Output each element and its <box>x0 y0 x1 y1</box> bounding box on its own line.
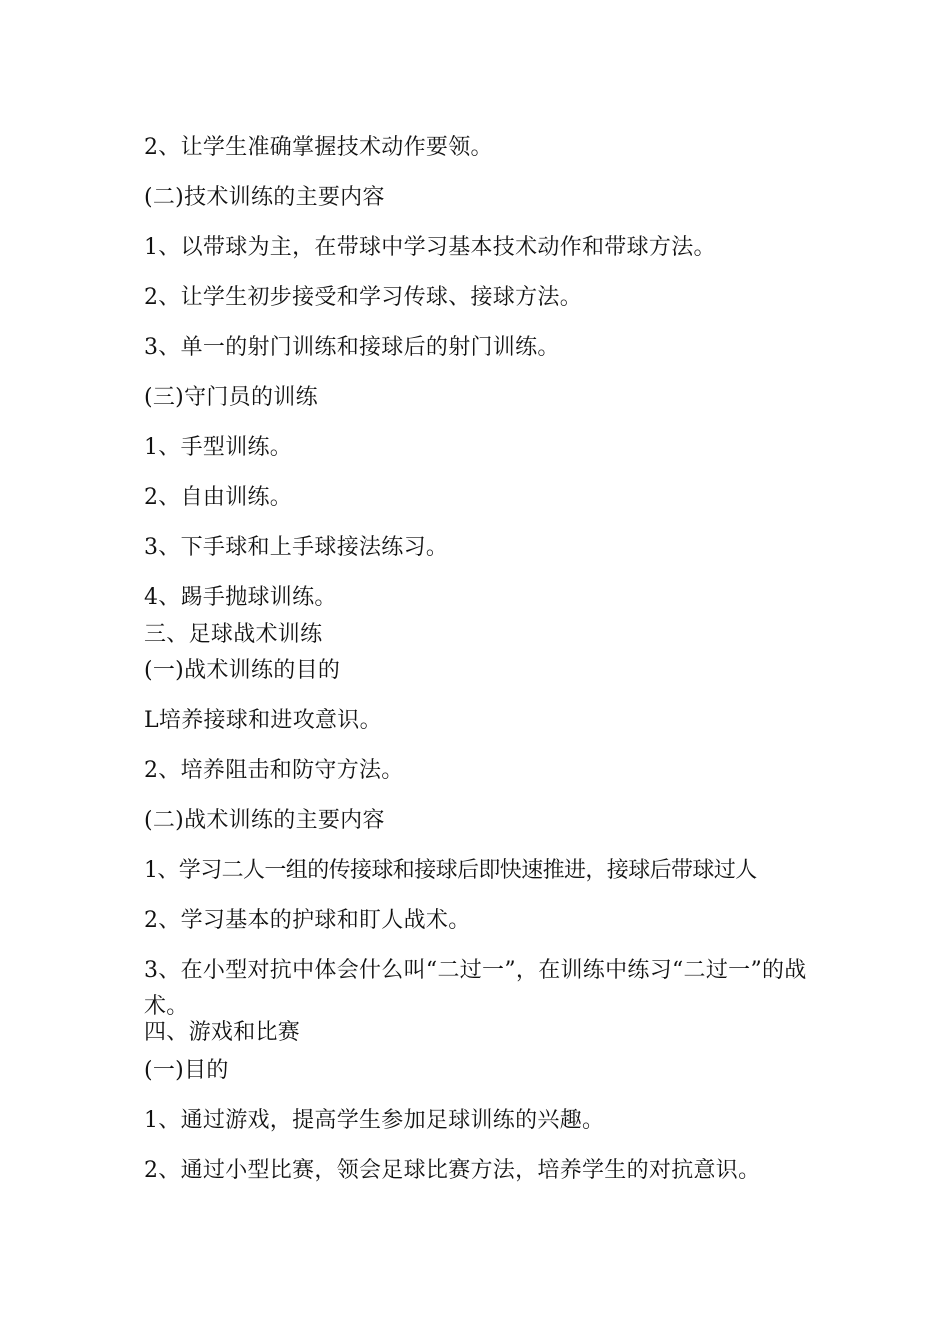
paragraph: L培养接球和进攻意识。 <box>144 708 382 733</box>
paragraph: 3、单一的射门训练和接球后的射门训练。 <box>144 335 560 360</box>
paragraph: 2、学习基本的护球和盯人战术。 <box>144 908 471 933</box>
chapter-heading: 四、游戏和比赛 <box>144 1020 301 1045</box>
section-heading: (一)战术训练的目的 <box>144 658 341 683</box>
paragraph: 2、通过小型比赛，领会足球比赛方法，培养学生的对抗意识。 <box>144 1158 761 1183</box>
chapter-heading: 三、足球战术训练 <box>144 622 323 647</box>
section-heading: (二)技术训练的主要内容 <box>144 185 385 210</box>
paragraph: 3、下手球和上手球接法练习。 <box>144 535 449 560</box>
section-heading: (二)战术训练的主要内容 <box>144 808 385 833</box>
paragraph: 1、通过游戏，提高学生参加足球训练的兴趣。 <box>144 1108 605 1133</box>
paragraph: 1、以带球为主，在带球中学习基本技术动作和带球方法。 <box>144 235 716 260</box>
paragraph: 3、在小型对抗中体会什么叫“二过一”，在训练中练习“二过一”的战术。 <box>144 958 807 1019</box>
paragraph: 2、让学生初步接受和学习传球、接球方法。 <box>144 285 582 310</box>
paragraph: 2、让学生准确掌握技术动作要领。 <box>144 135 493 160</box>
section-heading: (三)守门员的训练 <box>144 385 318 410</box>
paragraph: 2、自由训练。 <box>144 485 293 510</box>
paragraph: 1、学习二人一组的传接球和接球后即快速推进，接球后带球过人 <box>144 858 757 883</box>
paragraph: 4、踢手抛球训练。 <box>144 585 337 610</box>
section-heading: (一)目的 <box>144 1058 229 1083</box>
paragraph: 1、手型训练。 <box>144 435 293 460</box>
paragraph: 2、培养阻击和防守方法。 <box>144 758 404 783</box>
